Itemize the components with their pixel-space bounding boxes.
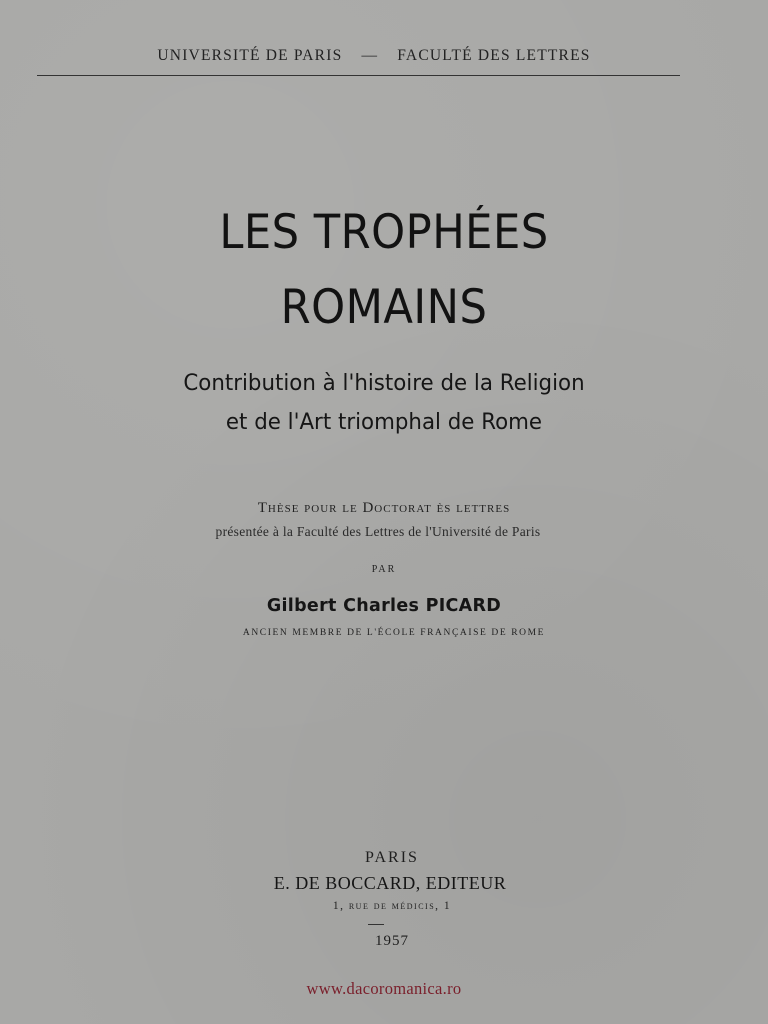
thesis-presentation: présentée à la Faculté des Lettres de l'Université de Paris	[215, 524, 541, 539]
watermark-url[interactable]: www.dacoromanica.ro	[306, 979, 462, 998]
publisher-name: E. DE BOCCARD, EDITEUR	[273, 873, 507, 893]
book-title-line-1: LES TROPHÉES	[219, 205, 549, 260]
thesis-statement: Thèse pour le Doctorat ès lettres	[257, 500, 511, 516]
publication-year: 1957	[375, 933, 409, 949]
by-label: PAR	[371, 564, 397, 575]
header-rule	[37, 75, 680, 76]
book-subtitle-line-2: et de l'Art triomphal de Rome	[225, 410, 543, 435]
institution-header	[0, 47, 758, 65]
year-rule	[368, 924, 384, 925]
publisher-address: 1, rue de médicis, 1	[332, 900, 452, 912]
header-separator: —	[361, 47, 379, 64]
university-name: UNIVERSITÉ DE PARIS	[157, 47, 343, 64]
publisher-city: PARIS	[365, 849, 419, 866]
author-affiliation: ANCIEN MEMBRE DE L'ÉCOLE FRANÇAISE DE ROME	[242, 628, 546, 638]
book-subtitle-line-1: Contribution à l'histoire de la Religion	[183, 371, 585, 396]
author-name: Gilbert Charles PICARD	[266, 596, 502, 616]
faculty-name: FACULTÉ DES LETTRES	[397, 47, 591, 64]
book-title-line-2: ROMAINS	[280, 280, 488, 335]
